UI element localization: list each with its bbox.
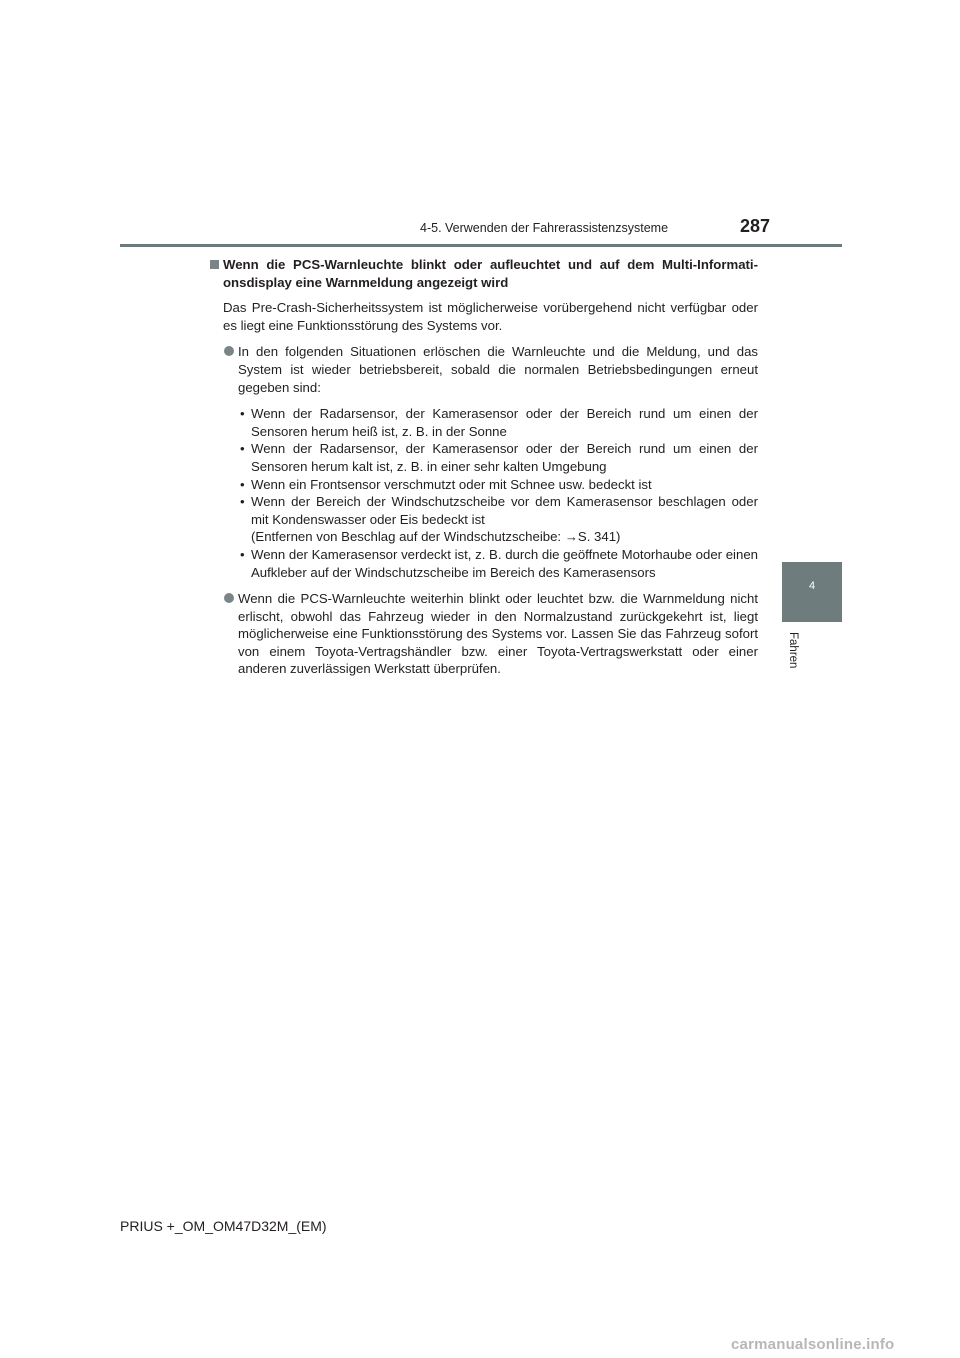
reference-link[interactable]: (Entfernen von Beschlag auf der Windschutzscheibe: →S. 341) xyxy=(251,529,621,545)
intro-paragraph: Das Pre-Crash-Sicherheitssystem ist möglicherweise vorübergehend nicht verfügbar oder es liegt eine Funktionsstörung des Systems vor. xyxy=(223,300,758,333)
document-code: PRIUS +_OM_OM47D32M_(EM) xyxy=(120,1218,327,1234)
sub-list-item xyxy=(238,476,758,494)
page-number: 287 xyxy=(740,216,771,236)
sub-list xyxy=(210,405,758,581)
list-item xyxy=(210,590,758,678)
sub-list-item xyxy=(238,493,758,546)
sub-list-item xyxy=(238,405,758,440)
list-item-text: Wenn die PCS-Warnleuchte weiterhin blinkt oder leuchtet bzw. die Warnmeldung nicht erlischt, obwohl das Fahrzeug wieder in den Normalzustand zurückgekehrt ist, liegt möglicherweise eine Funktionsstörung des Systems vor. Lassen Sie das Fahrzeug sofort von einem Toyota-Vertragshändler bzw. einer Toyota-Vertragswerkstatt oder einer anderen zuverlässigen Werkstatt überprüfen. xyxy=(238,591,758,677)
chapter-label-text: Fahren xyxy=(787,632,799,669)
circle-bullet-icon xyxy=(224,593,234,603)
sub-list-item-text: Wenn der Radarsensor, der Kamerasensor oder der Bereich rund um einen der Sensoren herum kalt ist, z. B. in einer sehr kalten Umgebung xyxy=(251,441,758,474)
sub-list-item-text: Wenn der Kamerasensor verdeckt ist, z. B. durch die geöffnete Motorhaube oder einen Aufkleber auf der Windschutzscheibe im Bereich des Kamerasensors xyxy=(251,546,758,580)
header-rule xyxy=(120,244,842,247)
square-bullet-icon xyxy=(210,260,219,269)
sub-list-item-text: Wenn der Radarsensor, der Kamerasensor oder der Bereich rund um einen der Sensoren herum heiß ist, z. B. in der Sonne xyxy=(251,406,758,439)
chapter-label xyxy=(786,632,802,676)
list-item xyxy=(210,343,758,396)
sub-list-item xyxy=(238,440,758,475)
dot-bullet-icon: • xyxy=(240,441,245,457)
chapter-number: 4 xyxy=(808,580,816,592)
dot-bullet-icon: • xyxy=(240,546,245,562)
sub-list-item-text: Wenn der Bereich der Windschutzscheibe vor dem Kamerasensor beschlagen oder mit Kondenswasser oder Eis bedeckt ist xyxy=(251,494,758,527)
list-item-text: In den folgenden Situationen erlöschen die Warnleuchte und die Meldung, und das System ist wieder betriebsbereit, sobald die normalen Betriebsbedingungen erneut gegeben sind: xyxy=(238,344,758,395)
section-heading xyxy=(210,256,758,291)
dot-bullet-icon: • xyxy=(240,406,245,422)
chapter-tab[interactable] xyxy=(782,562,842,622)
section-heading-text: Wenn die PCS-Warnleuchte blinkt oder aufleuchtet und auf dem Multi-Informationsdisplay eine Warnmeldung angezeigt wird xyxy=(223,257,758,290)
sub-list-item xyxy=(238,546,758,581)
dot-bullet-icon: • xyxy=(240,494,245,510)
page-content xyxy=(210,256,758,678)
sub-list-item-text: Wenn ein Frontsensor verschmutzt oder mit Schnee usw. bedeckt ist xyxy=(251,476,652,492)
section-title: 4-5. Verwenden der Fahrerassistenzsysteme xyxy=(420,221,669,235)
circle-bullet-icon xyxy=(224,346,234,356)
dot-bullet-icon: • xyxy=(240,476,245,492)
watermark: carmanualsonline.info xyxy=(731,1336,895,1353)
